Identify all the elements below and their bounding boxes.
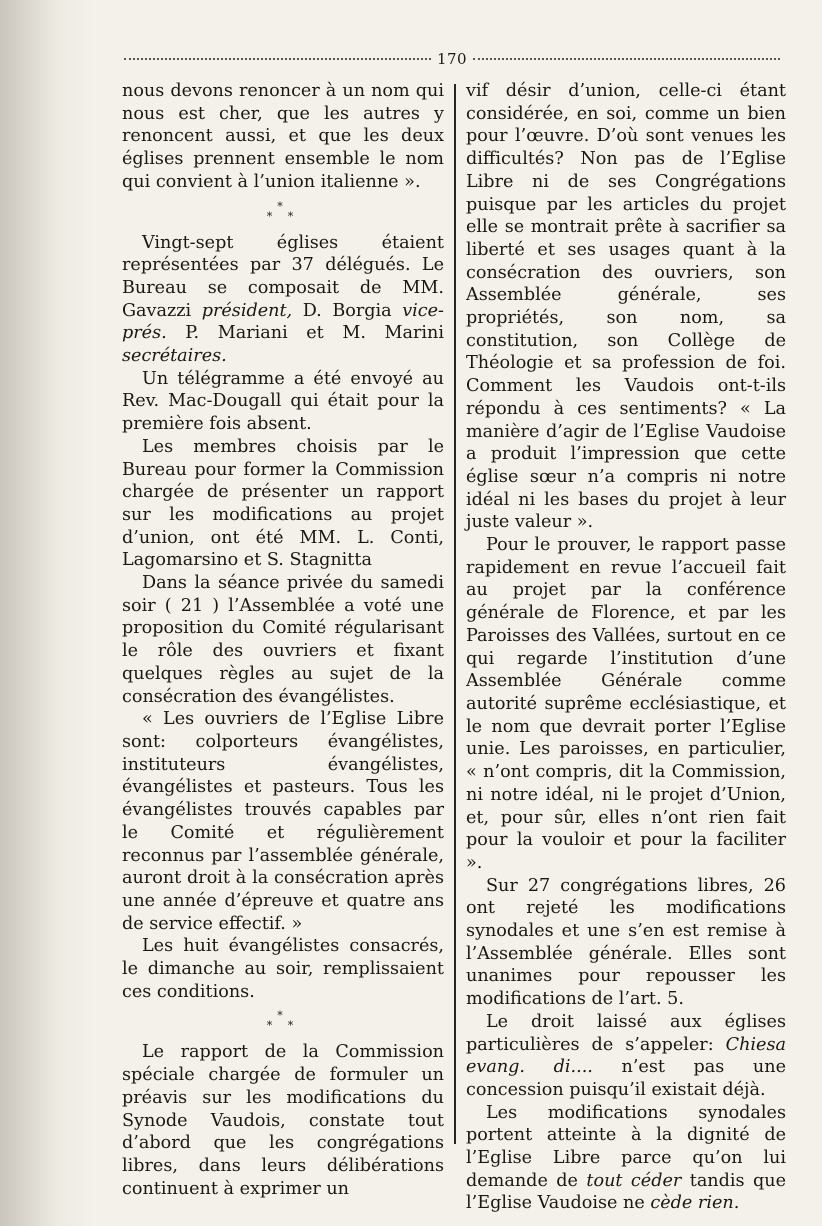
paragraph: Un télégramme a été envoyé au Rev. Mac-Dougall qui était pour la première fois absent. <box>122 368 444 435</box>
paragraph: Les huit évangélistes consacrés, le dimanche au soir, remplissaient ces conditions. <box>122 936 444 1002</box>
header-rule-right <box>473 58 780 60</box>
paragraph: Les membres choisis par le Bureau pour former la Commission chargée de présenter un rapport sur les modifications au projet d’union, ont été MM. L. Conti, Lagomarsino et S. Stagnitta <box>122 436 444 571</box>
paragraph: « Les ouvriers de l’Eglise Libre sont: colporteurs évangélistes, instituteurs évangélistes, évangélistes et pasteurs. Tous les évangélistes trouvés capables par le Comité et régulièrement reconnus par l’assemblée générale, auront droit à la consécration après une année d’épreuve et quatre ans de service effectif. » <box>122 709 444 934</box>
paragraph: Pour le prouver, le rapport passe rapidement en revue l’accueil fait au projet par la conférence générale de Florence, et par les Paroisses des Vallées, surtout en ce qui regarde l’institution d’une Assemblée Générale comme autorité suprême ecclésiastique, et le nom que devrait porter l’Eglise unie. Les paroisses, en particulier, « n’ont compris, dit la Commission, ni notre idéal, ni le projet d’Union, et, pour sûr, elles n’ont rien fait pour la vouloir et pour la faciliter ». <box>466 535 786 873</box>
header-rule-left <box>124 58 431 60</box>
paragraph: Les modifications synodales portent atteinte à la dignité de l’Eglise Libre parce qu’on lui demande de tout céder tandis que l’Eglise Vaudoise ne cède rien. <box>466 1102 787 1214</box>
page-header <box>118 48 786 70</box>
asterism-separator: * * * <box>266 1009 300 1033</box>
paragraph: Dans la séance privée du samedi soir ( 21 ) l’Assemblée a voté une proposition du Comité régularisant le rôle des ouvriers et fixant quelques règles au sujet de la consécration des évangélistes. <box>122 573 444 707</box>
paragraph: Sur 27 congrégations libres, 26 ont rejeté les modifications synodales et une s’en est remise à l’Assemblée générale. Elles sont unanimes pour repousser les modifications de l’art. 5. <box>466 875 786 1010</box>
paragraph: Le rapport de la Commission spéciale chargée de formuler un préavis sur les modifications du Synode Vaudois, constate tout d’abord que les congrégations libres, dans leurs délibérations continuent à exprimer un <box>122 1042 444 1199</box>
page-edge-shadow <box>0 0 95 1226</box>
column-divider <box>454 84 456 1144</box>
right-column <box>466 80 786 1215</box>
left-column <box>122 80 444 1200</box>
paragraph: nous devons renoncer à un nom qui nous est cher, que les autres y renoncent aussi, et que les deux églises prennent ensemble le nom qui convient à l’union italienne ». <box>122 81 444 192</box>
page-number: 170 <box>436 50 468 68</box>
paragraph: Vingt-sept églises étaient représentées par 37 délégués. Le Bureau se composait de MM. Gavazzi président, D. Borgia vice-prés. P. Mariani et M. Marini secrétaires. <box>122 232 444 367</box>
asterism-separator: * * * <box>266 199 300 223</box>
paragraph: vif désir d’union, celle-ci étant considérée, en soi, comme un bien pour l’œuvre. D’où sont venues les difficultés? Non pas de l’Eglise Libre ni de ses Congrégations puisque par les articles du projet elle se montrait prête à sacrifier sa liberté et ses usages quant à la consécration des ouvriers, son Assemblée générale, ses propriétés, son nom, sa constitution, son Collège de Théologie et sa profession de foi. Comment les Vaudois ont-t-ils répondu à ces sentiments? « La manière d’agir de l’Eglise Vaudoise a produit l’impression que cette église sœur n’a compris ni notre idéal ni les bases du projet à leur juste valeur ». <box>466 81 786 533</box>
paragraph: Le droit laissé aux églises particulières de s’appeler: Chiesa evang. di.... n’est pas une concession puisqu’il existait déjà. <box>466 1011 786 1100</box>
